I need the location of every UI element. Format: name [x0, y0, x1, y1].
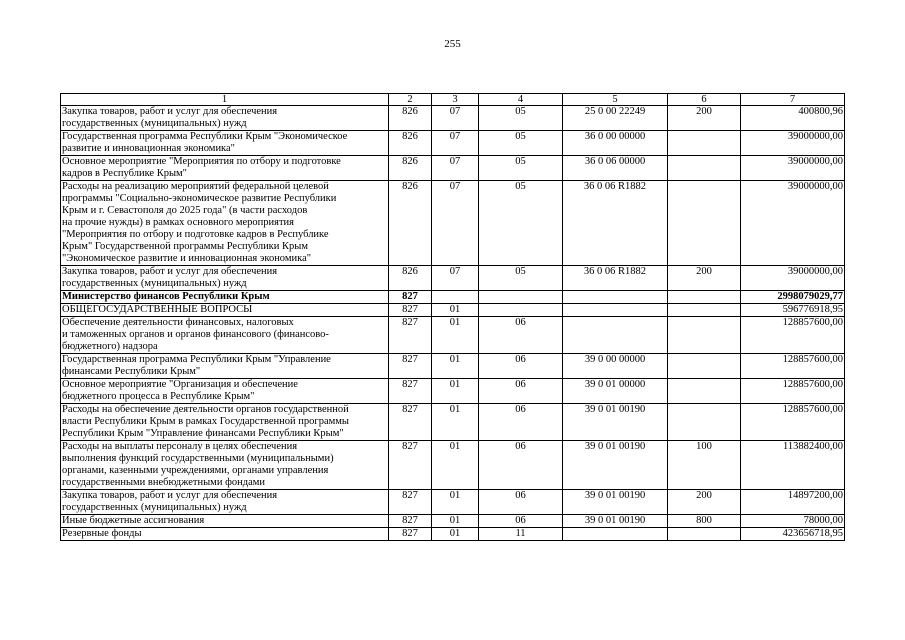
- budget-table: [60, 93, 845, 541]
- cell-amount: 39000000,00: [741, 156, 845, 181]
- cell-expense-type: [668, 291, 741, 304]
- table-row: [61, 266, 845, 291]
- cell-target-article: 39 0 00 00000: [563, 354, 668, 379]
- cell-subsection: [479, 304, 563, 317]
- cell-description: Закупка товаров, работ и услуг для обеспечения государственных (муниципальных) нужд: [61, 266, 389, 291]
- table-body: [61, 106, 845, 541]
- cell-subsection: 06: [479, 379, 563, 404]
- cell-target-article: 36 0 00 00000: [563, 131, 668, 156]
- cell-ministry-code: 827: [389, 404, 432, 441]
- cell-target-article: [563, 317, 668, 354]
- header-col-5: 5: [563, 94, 668, 106]
- cell-expense-type: [668, 181, 741, 266]
- cell-amount: 128857600,00: [741, 379, 845, 404]
- cell-description: Государственная программа Республики Крым "Экономическое развитие и инновационная экономика": [61, 131, 389, 156]
- cell-description: Иные бюджетные ассигнования: [61, 515, 389, 528]
- cell-amount: 39000000,00: [741, 131, 845, 156]
- cell-target-article: 39 0 01 00190: [563, 404, 668, 441]
- cell-amount: 128857600,00: [741, 404, 845, 441]
- cell-section: 01: [432, 354, 479, 379]
- cell-section: 07: [432, 266, 479, 291]
- header-col-4: 4: [479, 94, 563, 106]
- cell-subsection: 06: [479, 490, 563, 515]
- cell-ministry-code: 827: [389, 354, 432, 379]
- cell-description: Министерство финансов Республики Крым: [61, 291, 389, 304]
- cell-section: 07: [432, 131, 479, 156]
- cell-section: 07: [432, 156, 479, 181]
- cell-target-article: 36 0 06 00000: [563, 156, 668, 181]
- cell-target-article: 39 0 01 00190: [563, 515, 668, 528]
- cell-expense-type: [668, 317, 741, 354]
- cell-subsection: 06: [479, 404, 563, 441]
- cell-description: Расходы на обеспечение деятельности органов государственной власти Республики Крым в рамках Государственной программы Республики Крым "Управление финансами Республики Крым": [61, 404, 389, 441]
- cell-ministry-code: 826: [389, 181, 432, 266]
- cell-amount: 400800,96: [741, 106, 845, 131]
- cell-section: 01: [432, 490, 479, 515]
- cell-expense-type: [668, 131, 741, 156]
- cell-subsection: [479, 291, 563, 304]
- cell-subsection: 05: [479, 131, 563, 156]
- cell-description: Обеспечение деятельности финансовых, налоговых и таможенных органов и органов финансового (финансово- бюджетного) надзора: [61, 317, 389, 354]
- cell-ministry-code: 827: [389, 304, 432, 317]
- table-row: [61, 354, 845, 379]
- cell-subsection: 06: [479, 317, 563, 354]
- cell-amount: 78000,00: [741, 515, 845, 528]
- cell-expense-type: [668, 404, 741, 441]
- cell-expense-type: [668, 304, 741, 317]
- cell-description: Закупка товаров, работ и услуг для обеспечения государственных (муниципальных) нужд: [61, 106, 389, 131]
- cell-subsection: 06: [479, 515, 563, 528]
- cell-expense-type: 200: [668, 266, 741, 291]
- page-number: 255: [444, 38, 461, 50]
- cell-subsection: 05: [479, 106, 563, 131]
- cell-section: 01: [432, 379, 479, 404]
- cell-ministry-code: 826: [389, 106, 432, 131]
- cell-ministry-code: 827: [389, 317, 432, 354]
- cell-ministry-code: 827: [389, 291, 432, 304]
- cell-expense-type: 100: [668, 441, 741, 490]
- cell-ministry-code: 827: [389, 515, 432, 528]
- cell-subsection: 06: [479, 354, 563, 379]
- table-header-row: [61, 94, 845, 106]
- table-row: [61, 515, 845, 528]
- cell-ministry-code: 826: [389, 156, 432, 181]
- cell-ministry-code: 827: [389, 490, 432, 515]
- table-row: [61, 490, 845, 515]
- table-row: [61, 441, 845, 490]
- cell-target-article: 36 0 06 R1882: [563, 266, 668, 291]
- table-row: [61, 379, 845, 404]
- cell-expense-type: 200: [668, 106, 741, 131]
- header-col-6: 6: [668, 94, 741, 106]
- cell-ministry-code: 826: [389, 266, 432, 291]
- cell-target-article: 39 0 01 00190: [563, 490, 668, 515]
- table-row: [61, 106, 845, 131]
- cell-expense-type: [668, 379, 741, 404]
- table-row: [61, 317, 845, 354]
- table-row: [61, 528, 845, 541]
- cell-section: 01: [432, 304, 479, 317]
- cell-ministry-code: 827: [389, 441, 432, 490]
- cell-section: 01: [432, 515, 479, 528]
- cell-target-article: [563, 528, 668, 541]
- cell-target-article: [563, 304, 668, 317]
- cell-amount: 128857600,00: [741, 354, 845, 379]
- header-col-1: 1: [61, 94, 389, 106]
- cell-subsection: 05: [479, 156, 563, 181]
- cell-section: 07: [432, 106, 479, 131]
- cell-section: 01: [432, 441, 479, 490]
- cell-ministry-code: 827: [389, 528, 432, 541]
- cell-amount: 39000000,00: [741, 181, 845, 266]
- cell-expense-type: [668, 354, 741, 379]
- cell-target-article: 25 0 00 22249: [563, 106, 668, 131]
- cell-subsection: 05: [479, 266, 563, 291]
- cell-subsection: 05: [479, 181, 563, 266]
- cell-section: 01: [432, 317, 479, 354]
- cell-amount: 128857600,00: [741, 317, 845, 354]
- cell-amount: 596776918,95: [741, 304, 845, 317]
- cell-description: Закупка товаров, работ и услуг для обеспечения государственных (муниципальных) нужд: [61, 490, 389, 515]
- header-col-3: 3: [432, 94, 479, 106]
- table-row: [61, 181, 845, 266]
- cell-description: Резервные фонды: [61, 528, 389, 541]
- cell-target-article: [563, 291, 668, 304]
- cell-subsection: 06: [479, 441, 563, 490]
- table-row: [61, 156, 845, 181]
- cell-description: ОБЩЕГОСУДАРСТВЕННЫЕ ВОПРОСЫ: [61, 304, 389, 317]
- cell-description: Государственная программа Республики Крым "Управление финансами Республики Крым": [61, 354, 389, 379]
- cell-ministry-code: 826: [389, 131, 432, 156]
- header-col-7: 7: [741, 94, 845, 106]
- cell-amount: 14897200,00: [741, 490, 845, 515]
- table-row: [61, 131, 845, 156]
- cell-amount: 113882400,00: [741, 441, 845, 490]
- cell-expense-type: 800: [668, 515, 741, 528]
- cell-target-article: 39 0 01 00190: [563, 441, 668, 490]
- cell-description: Основное мероприятие "Мероприятия по отбору и подготовке кадров в Республике Крым": [61, 156, 389, 181]
- cell-target-article: 36 0 06 R1882: [563, 181, 668, 266]
- cell-subsection: 11: [479, 528, 563, 541]
- cell-section: 07: [432, 181, 479, 266]
- cell-expense-type: 200: [668, 490, 741, 515]
- cell-amount: 39000000,00: [741, 266, 845, 291]
- cell-expense-type: [668, 528, 741, 541]
- table-row: [61, 304, 845, 317]
- table-row: [61, 291, 845, 304]
- cell-section: 01: [432, 528, 479, 541]
- table-row: [61, 404, 845, 441]
- cell-section: 01: [432, 404, 479, 441]
- cell-amount: 2998079029,77: [741, 291, 845, 304]
- cell-expense-type: [668, 156, 741, 181]
- cell-description: Основное мероприятие "Организация и обеспечение бюджетного процесса в Республике Крым": [61, 379, 389, 404]
- cell-section: [432, 291, 479, 304]
- cell-target-article: 39 0 01 00000: [563, 379, 668, 404]
- cell-description: Расходы на выплаты персоналу в целях обеспечения выполнения функций государственными (муниципальными) органами, казенными учреждениями, органами управления государственными внебюджетными фондами: [61, 441, 389, 490]
- cell-description: Расходы на реализацию мероприятий федеральной целевой программы "Социально-экономическое развитие Республики Крым и г. Севастополя до 2025 года" (в части расходов на прочие нужды) в рамках основного мероприятия "Мероприятия по отбору и подготовке кадров в Республике Крым" Государственной программы Республики Крым "Экономическое развитие и инновационная экономика": [61, 181, 389, 266]
- header-col-2: 2: [389, 94, 432, 106]
- cell-amount: 423656718,95: [741, 528, 845, 541]
- cell-ministry-code: 827: [389, 379, 432, 404]
